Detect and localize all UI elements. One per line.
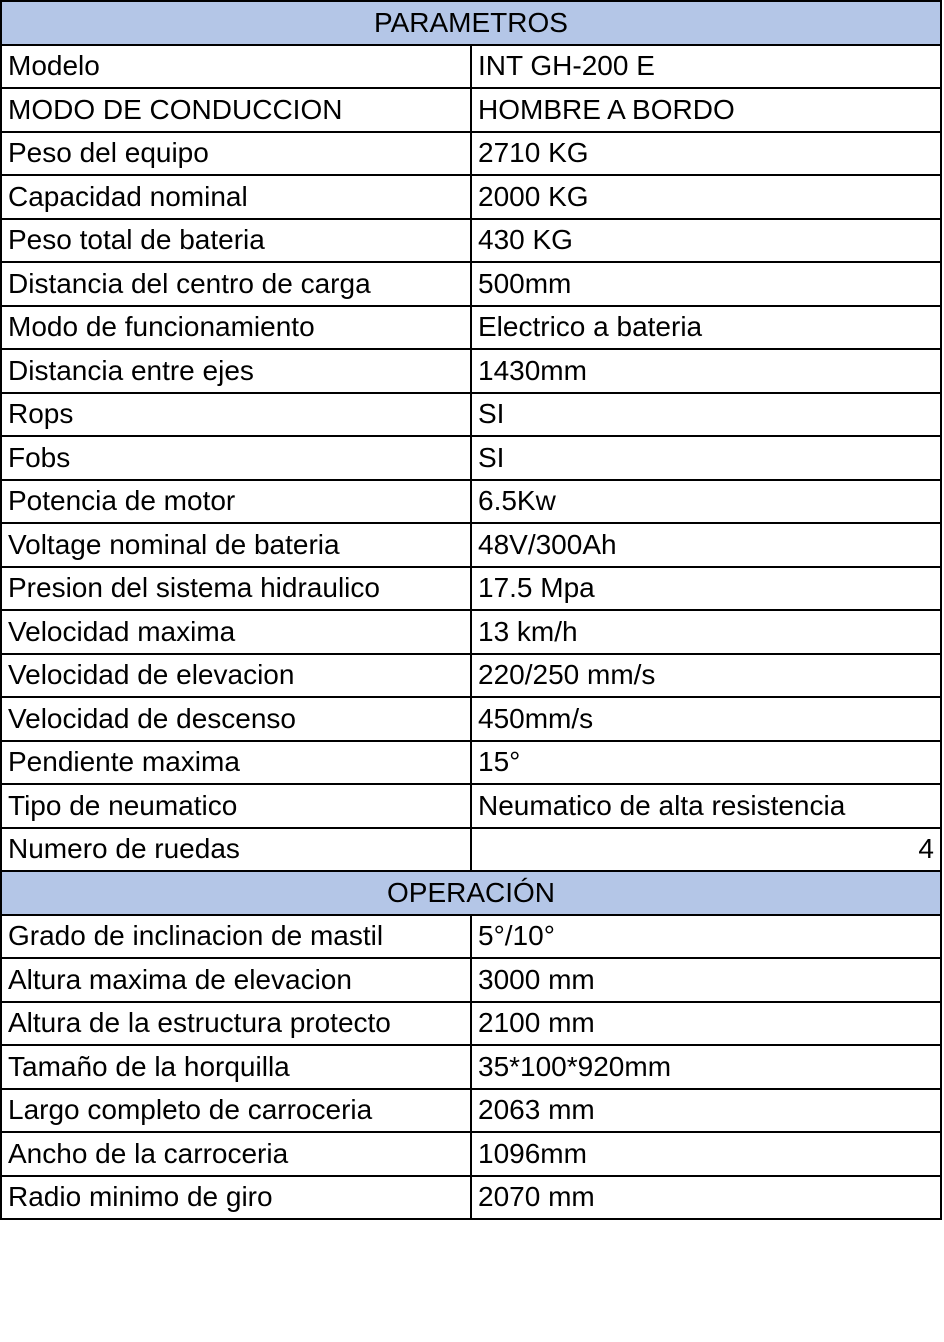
row-label: Voltage nominal de bateria (1, 523, 471, 567)
row-label: Numero de ruedas (1, 828, 471, 872)
row-label: Rops (1, 393, 471, 437)
row-value: 13 km/h (471, 610, 941, 654)
row-label: Pendiente maxima (1, 741, 471, 785)
row-value: 220/250 mm/s (471, 654, 941, 698)
table-row (1, 1176, 941, 1220)
table-row (1, 219, 941, 263)
table-row (1, 567, 941, 611)
table-row (1, 88, 941, 132)
table-row (1, 915, 941, 959)
row-label: Radio minimo de giro (1, 1176, 471, 1220)
row-value: HOMBRE A BORDO (471, 88, 941, 132)
table-row (1, 1045, 941, 1089)
section-title: OPERACIÓN (1, 871, 941, 915)
row-label: Tamaño de la horquilla (1, 1045, 471, 1089)
table-row (1, 175, 941, 219)
row-value: 500mm (471, 262, 941, 306)
table-row (1, 480, 941, 524)
row-value: 15° (471, 741, 941, 785)
table-row (1, 1002, 941, 1046)
table-row (1, 958, 941, 1002)
row-value: Electrico a bateria (471, 306, 941, 350)
table-row (1, 654, 941, 698)
row-value: 5°/10° (471, 915, 941, 959)
row-label: Capacidad nominal (1, 175, 471, 219)
row-value: 48V/300Ah (471, 523, 941, 567)
row-label: Fobs (1, 436, 471, 480)
row-value: 3000 mm (471, 958, 941, 1002)
row-value: 35*100*920mm (471, 1045, 941, 1089)
row-label: Velocidad de descenso (1, 697, 471, 741)
row-value: 2070 mm (471, 1176, 941, 1220)
table-row (1, 741, 941, 785)
row-label: Velocidad maxima (1, 610, 471, 654)
row-value: 1096mm (471, 1132, 941, 1176)
row-label: Presion del sistema hidraulico (1, 567, 471, 611)
row-value: 17.5 Mpa (471, 567, 941, 611)
row-value: 2000 KG (471, 175, 941, 219)
table-row (1, 132, 941, 176)
row-label: Distancia entre ejes (1, 349, 471, 393)
row-value: 2063 mm (471, 1089, 941, 1133)
row-value: 6.5Kw (471, 480, 941, 524)
row-label: Potencia de motor (1, 480, 471, 524)
row-value: 1430mm (471, 349, 941, 393)
row-label: Distancia del centro de carga (1, 262, 471, 306)
row-label: Ancho de la carroceria (1, 1132, 471, 1176)
row-value: 2100 mm (471, 1002, 941, 1046)
table-row (1, 45, 941, 89)
row-value: SI (471, 393, 941, 437)
table-row (1, 436, 941, 480)
spec-table-body (1, 1, 941, 1219)
table-row (1, 349, 941, 393)
section-title: PARAMETROS (1, 1, 941, 45)
row-label: Altura de la estructura protecto (1, 1002, 471, 1046)
row-label: Altura maxima de elevacion (1, 958, 471, 1002)
row-label: Largo completo de carroceria (1, 1089, 471, 1133)
table-row (1, 262, 941, 306)
row-label: Peso total de bateria (1, 219, 471, 263)
row-value: 430 KG (471, 219, 941, 263)
row-value: INT GH-200 E (471, 45, 941, 89)
table-row (1, 523, 941, 567)
row-label: Modelo (1, 45, 471, 89)
row-label: Modo de funcionamiento (1, 306, 471, 350)
row-value: 2710 KG (471, 132, 941, 176)
section-header-row (1, 871, 941, 915)
row-value: 4 (471, 828, 941, 872)
table-row (1, 610, 941, 654)
table-row (1, 697, 941, 741)
row-value: SI (471, 436, 941, 480)
row-label: MODO DE CONDUCCION (1, 88, 471, 132)
table-row (1, 1089, 941, 1133)
row-label: Tipo de neumatico (1, 784, 471, 828)
row-label: Peso del equipo (1, 132, 471, 176)
row-value: 450mm/s (471, 697, 941, 741)
table-row (1, 784, 941, 828)
row-label: Velocidad de elevacion (1, 654, 471, 698)
row-label: Grado de inclinacion de mastil (1, 915, 471, 959)
table-row (1, 1132, 941, 1176)
table-row (1, 393, 941, 437)
table-row (1, 306, 941, 350)
row-value: Neumatico de alta resistencia (471, 784, 941, 828)
table-row (1, 828, 941, 872)
section-header-row (1, 1, 941, 45)
